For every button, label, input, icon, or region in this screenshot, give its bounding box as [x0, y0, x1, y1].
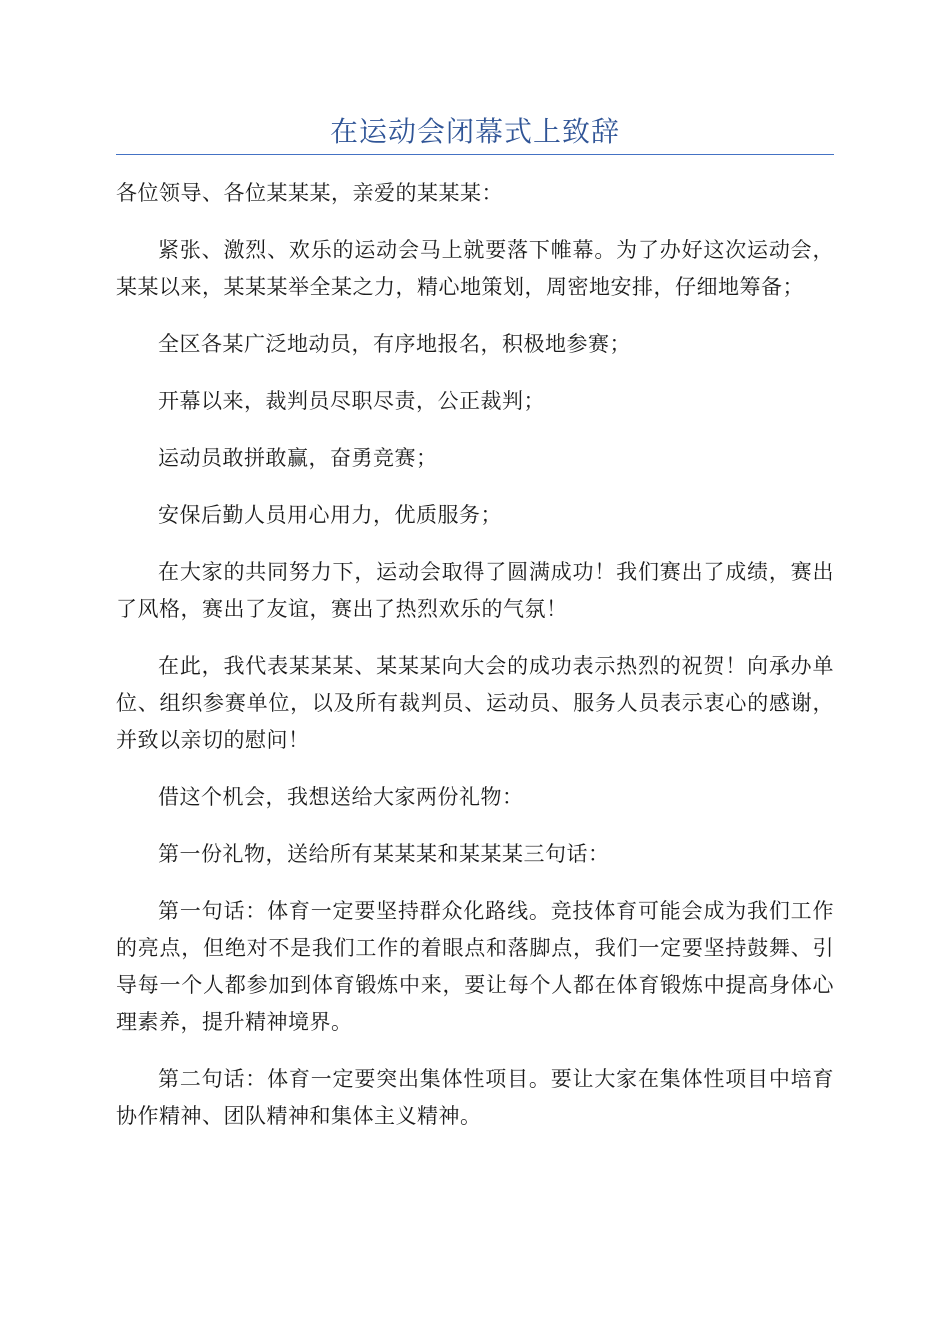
body-paragraph: 安保后勤人员用心用力，优质服务； [158, 503, 502, 527]
body-paragraph: 第一句话：体育一定要坚持群众化路线。竞技体育可能会成为我们工作的亮点，但绝对不是我们工作的着眼点和落脚点，我们一定要坚持鼓舞、引导每一个人都参加到体育锻炼中来，要让每个人都在体育锻炼中提高身体心理素养，提升精神境界。 [116, 899, 834, 1034]
body-paragraph: 开幕以来，裁判员尽职尽责，公正裁判； [158, 389, 545, 413]
document-body [116, 175, 834, 1155]
body-paragraph: 在大家的共同努力下，运动会取得了圆满成功！我们赛出了成绩，赛出了风格，赛出了友谊，赛出了热烈欢乐的气氛！ [116, 560, 834, 621]
salutation-paragraph: 各位领导、各位某某某，亲爱的某某某： [116, 181, 503, 205]
body-paragraph: 全区各某广泛地动员，有序地报名，积极地参赛； [158, 332, 631, 356]
body-paragraph: 第二句话：体育一定要突出集体性项目。要让大家在集体性项目中培育协作精神、团队精神和集体主义精神。 [116, 1067, 834, 1128]
body-paragraph: 运动员敢拼敢赢，奋勇竞赛； [158, 446, 438, 470]
title-underline [116, 154, 834, 155]
body-paragraph: 第一份礼物，送给所有某某某和某某某三句话： [158, 842, 610, 866]
body-paragraph: 在此，我代表某某某、某某某向大会的成功表示热烈的祝贺！向承办单位、组织参赛单位，以及所有裁判员、运动员、服务人员表示衷心的感谢，并致以亲切的慰问！ [116, 654, 834, 752]
document-title: 在运动会闭幕式上致辞 [329, 115, 620, 148]
body-paragraph: 紧张、激烈、欢乐的运动会马上就要落下帷幕。为了办好这次运动会，某某以来，某某某举全某之力，精心地策划，周密地安排，仔细地筹备； [116, 238, 834, 299]
body-paragraph: 借这个机会，我想送给大家两份礼物： [158, 785, 524, 809]
